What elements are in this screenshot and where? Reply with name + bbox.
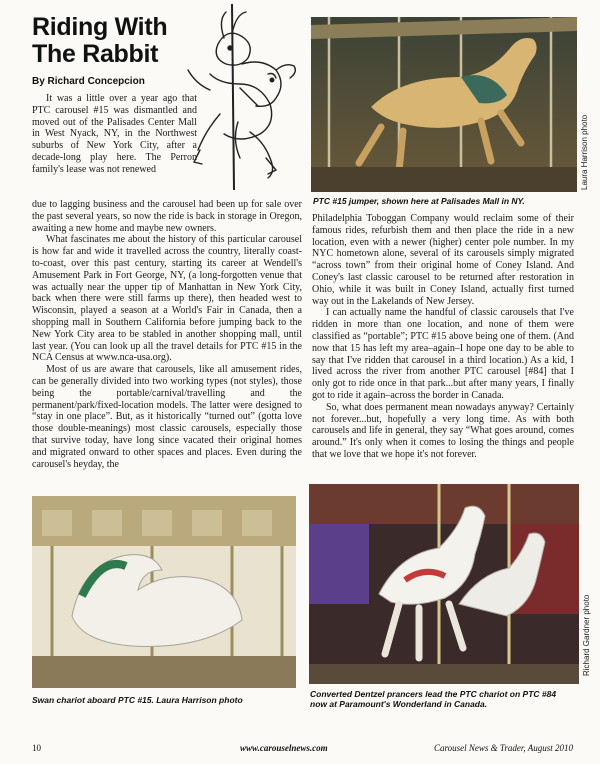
article-left-column: [32, 199, 302, 470]
article-intro-column: [32, 93, 197, 176]
caption-swan-chariot: Swan chariot aboard PTC #15. Laura Harrison photo: [32, 695, 243, 705]
photo-credit-richard: Richard Gardner photo: [582, 594, 591, 676]
caption-jumper: PTC #15 jumper, shown here at Palisades Mall in NY.: [313, 196, 525, 206]
website-link[interactable]: www.carouselnews.com: [240, 743, 328, 753]
rabbit-sketch-illustration: [180, 4, 300, 190]
caption-dentzel-line-1: Converted Dentzel prancers lead the PTC chariot on PTC #84: [310, 689, 557, 699]
caption-dentzel-line-2: now at Paramount's Wonderland in Canada.: [310, 699, 488, 709]
title-line-1: Riding With: [32, 13, 168, 41]
caption-dentzel-prancers: [310, 689, 580, 709]
title-line-2: The Rabbit: [32, 40, 159, 68]
publication-name: Carousel News & Trader, August 2010: [434, 743, 574, 753]
article-title: [32, 14, 202, 68]
article-right-column: [312, 213, 574, 461]
page-number: 10: [32, 743, 41, 753]
photo-dentzel-prancers: [309, 484, 579, 684]
byline: By Richard Concepcion: [32, 76, 145, 87]
paragraph-6: So, what does permanent mean nowadays anyway? Certainly not forever...but, hopefully a very long time. As with both carousels and life in general, they say “What goes around, comes around.” It's only when it comes to losing the things and people that we love that we hope it's not forever.: [312, 401, 574, 460]
paragraph-3: Most of us are aware that carousels, like all amusement rides, can be generally divided into two working types (not styles), those being the portable/carnival/travelling and the permanent/park/fixed-location models. The latter were designed to “stay in one place”. But, as it historically “turned out” (gotta love those double-meanings) most classic carousels, especially those that survive today, have long since vacated their original homes and migrated onward to other spaces and places. Even during the carousel's heyday, the: [32, 364, 302, 470]
photo-credit-laura: Laura Harrison photo: [580, 114, 589, 190]
paragraph-1-bottom: due to lagging business and the carousel had been up for sale over the past several years, so now the ride is back in storage in Oregon, awaiting a new home and maybe new owners.: [32, 199, 302, 234]
paragraph-5: I can actually name the handful of classic carousels that I've ridden in more than one location, and none of them were classified as “portable”; PTC #15 above being one of them. (And now that 15 has left my area–again–I hope one day to be able to say that I've ridden that carousel in a third location.) As a kid, I lived across the river from another PTC carousel [#84] that I only got to ride once in that park...but after many years, I finally got to ride it again–across the border in Canada.: [312, 307, 574, 401]
photo-ptc15-jumper: [311, 17, 577, 192]
paragraph-4: Philadelphia Toboggan Company would reclaim some of their famous rides, refurbish them and then place the ride in a new location, even with a newer (higher) center pole number. In my NYC hometown alone, several of its carousels simply migrated “across town” from their original home of Coney Island. And Coney's last classic carousel to be returned after restoration in Ohio, while it was built in Coney Island, actually first turned way out in the Lakelands of New Jersey.: [312, 213, 574, 307]
photo-swan-chariot: [32, 496, 296, 688]
paragraph-2: What fascinates me about the history of this particular carousel is how far and wide it travelled across the country, literally coast-to-coast, over this past century, starting its career at Wendell's Amusement Park in Fort George, NY, (a long-forgotten venue that was actually near the upper tip of Manhattan in New York City, back when there were still farms up there), then headed west to Wisconsin, played a season at a World's Fair in Canada, then a shopping mall in Southern California before jumping back to the New York City area to be stabled in another shopping mall, until last year. (You can look up all the travel details for PTC #15 in the NCA Census at www.nca-usa.org).: [32, 234, 302, 364]
paragraph-1-top: It was a little over a year ago that PTC carousel #15 was dismantled and moved out of the Palisades Center Mall in West Nyack, NY, in the Northwest suburbs of New York City, after a decade-long play here. The Perron family's lease was not renewed: [32, 93, 197, 175]
